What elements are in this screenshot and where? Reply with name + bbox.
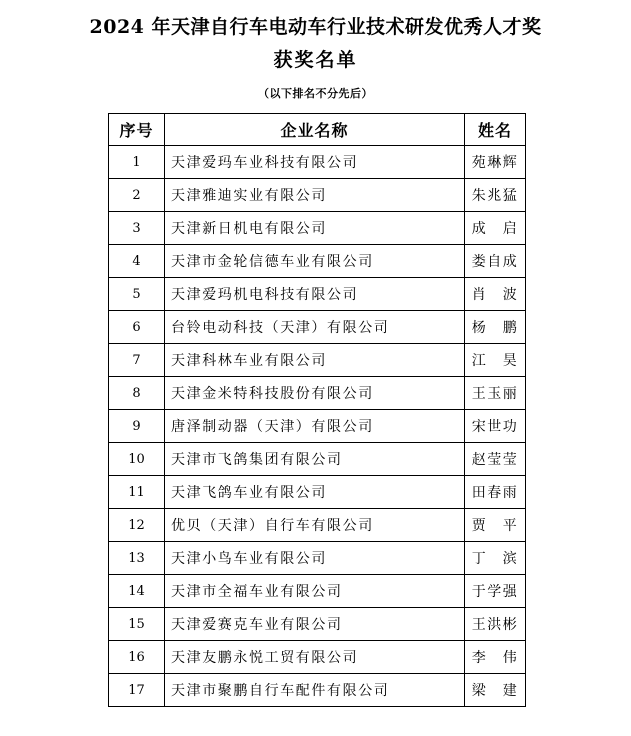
row-company: 天津新日机电有限公司 — [165, 212, 465, 245]
row-name: 成 启 — [465, 212, 526, 245]
row-name: 王洪彬 — [465, 608, 526, 641]
row-number: 13 — [109, 542, 165, 575]
row-company: 天津市全福车业有限公司 — [165, 575, 465, 608]
row-number: 9 — [109, 410, 165, 443]
row-company: 天津爱赛克车业有限公司 — [165, 608, 465, 641]
row-company: 天津飞鸽车业有限公司 — [165, 476, 465, 509]
table-row — [109, 476, 526, 509]
row-number: 5 — [109, 278, 165, 311]
row-company: 唐泽制动器（天津）有限公司 — [165, 410, 465, 443]
row-name: 江 昊 — [465, 344, 526, 377]
table-row — [109, 278, 526, 311]
row-name: 于学强 — [465, 575, 526, 608]
row-name: 王玉丽 — [465, 377, 526, 410]
row-company: 天津小鸟车业有限公司 — [165, 542, 465, 575]
table-row — [109, 443, 526, 476]
row-company: 天津友鹏永悦工贸有限公司 — [165, 641, 465, 674]
table-row — [109, 377, 526, 410]
table-row — [109, 608, 526, 641]
row-number: 12 — [109, 509, 165, 542]
document-title: 2024 年天津自行车电动车行业技术研发优秀人才奖 — [89, 16, 542, 38]
row-name: 贾 平 — [465, 509, 526, 542]
row-name: 田春雨 — [465, 476, 526, 509]
table-row — [109, 179, 526, 212]
row-company: 天津科林车业有限公司 — [165, 344, 465, 377]
table-row — [109, 410, 526, 443]
row-company: 天津爱玛机电科技有限公司 — [165, 278, 465, 311]
row-number: 8 — [109, 377, 165, 410]
award-list-table — [108, 113, 526, 707]
row-number: 2 — [109, 179, 165, 212]
row-name: 朱兆猛 — [465, 179, 526, 212]
row-number: 15 — [109, 608, 165, 641]
row-number: 11 — [109, 476, 165, 509]
table-row — [109, 542, 526, 575]
table-row — [109, 311, 526, 344]
table-row — [109, 146, 526, 179]
row-company: 优贝（天津）自行车有限公司 — [165, 509, 465, 542]
row-number: 6 — [109, 311, 165, 344]
header-name: 姓名 — [465, 114, 526, 146]
document-title-line2: 获奖名单 — [273, 49, 358, 71]
row-name: 杨 鹏 — [465, 311, 526, 344]
row-company: 台铃电动科技（天津）有限公司 — [165, 311, 465, 344]
table-row — [109, 344, 526, 377]
row-number: 3 — [109, 212, 165, 245]
table-row — [109, 641, 526, 674]
table-row — [109, 245, 526, 278]
row-number: 1 — [109, 146, 165, 179]
table-row — [109, 575, 526, 608]
row-company: 天津爱玛车业科技有限公司 — [165, 146, 465, 179]
table-header-row — [109, 114, 526, 146]
row-company: 天津金米特科技股份有限公司 — [165, 377, 465, 410]
row-number: 17 — [109, 674, 165, 707]
row-name: 娄自成 — [465, 245, 526, 278]
row-name: 苑琳辉 — [465, 146, 526, 179]
row-company: 天津市金轮信德车业有限公司 — [165, 245, 465, 278]
row-company: 天津市飞鸽集团有限公司 — [165, 443, 465, 476]
row-name: 赵莹莹 — [465, 443, 526, 476]
row-number: 16 — [109, 641, 165, 674]
table-row — [109, 674, 526, 707]
table-row — [109, 509, 526, 542]
row-name: 丁 滨 — [465, 542, 526, 575]
row-company: 天津市聚鹏自行车配件有限公司 — [165, 674, 465, 707]
row-name: 李 伟 — [465, 641, 526, 674]
row-name: 肖 波 — [465, 278, 526, 311]
table-row — [109, 212, 526, 245]
header-number: 序号 — [109, 114, 165, 146]
header-company: 企业名称 — [165, 114, 465, 146]
row-number: 10 — [109, 443, 165, 476]
row-number: 14 — [109, 575, 165, 608]
row-name: 宋世功 — [465, 410, 526, 443]
row-number: 4 — [109, 245, 165, 278]
row-name: 梁 建 — [465, 674, 526, 707]
row-company: 天津雅迪实业有限公司 — [165, 179, 465, 212]
row-number: 7 — [109, 344, 165, 377]
document-subtitle: （以下排名不分先后） — [258, 87, 373, 100]
